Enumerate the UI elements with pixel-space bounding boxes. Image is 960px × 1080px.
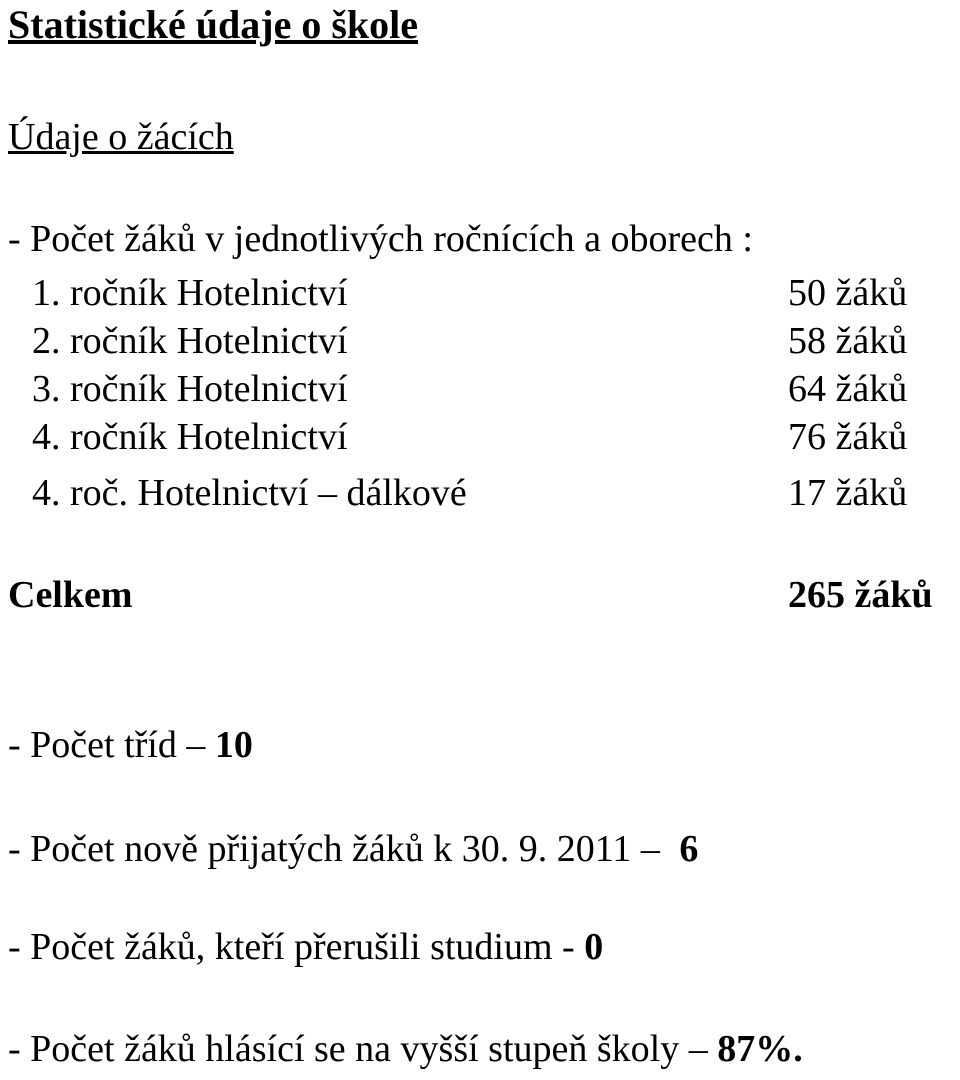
stat-label: - Počet tříd – — [8, 724, 206, 766]
row-label: 1. ročník Hotelnictví — [32, 272, 348, 314]
row-label: 4. roč. Hotelnictví – dálkové — [32, 472, 467, 514]
section-heading: Údaje o žácích — [8, 116, 234, 158]
row-value: 64 žáků — [788, 368, 908, 410]
intro-text: - Počet žáků v jednotlivých ročnících a oborech : — [8, 218, 753, 260]
higher-education-line — [8, 1026, 803, 1072]
class-count-line — [8, 722, 253, 768]
row-value: 17 žáků — [788, 472, 908, 514]
row-value: 58 žáků — [788, 320, 908, 362]
row-label: 2. ročník Hotelnictví — [32, 320, 348, 362]
stat-value: 6 — [679, 828, 699, 870]
total-value: 265 žáků — [788, 574, 933, 616]
stat-value: 87%. — [717, 1028, 803, 1070]
stat-value: 10 — [214, 724, 253, 766]
stat-label: - Počet nově přijatých žáků k 30. 9. 2011 – — [8, 828, 660, 870]
total-label: Celkem — [8, 574, 133, 616]
stat-value: 0 — [584, 926, 604, 968]
row-label: 3. ročník Hotelnictví — [32, 368, 348, 410]
new-students-line — [8, 826, 698, 872]
row-value: 50 žáků — [788, 272, 908, 314]
page-title: Statistické údaje o škole — [8, 2, 418, 47]
stat-label: - Počet žáků hlásící se na vyšší stupeň školy – — [8, 1028, 708, 1070]
row-value: 76 žáků — [788, 416, 908, 458]
interrupted-studies-line — [8, 924, 603, 970]
row-label: 4. ročník Hotelnictví — [32, 416, 348, 458]
stat-label: - Počet žáků, kteří přerušili studium - — [8, 926, 575, 968]
